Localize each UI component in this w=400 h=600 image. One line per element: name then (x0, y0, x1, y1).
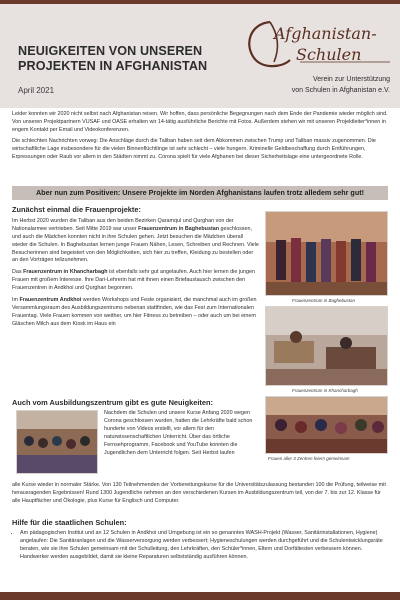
women-paragraph-3: Im Frauenzentrum Andkhoi werden Workshops und Feste organisiert, die manchmal auch im großen Versammlungsraum des Ausbildungszentrums nebenan stattfinden, wie das Fest zum Internationalen Frauentag. Viele Frauen kommen von weither, um hier Fitness zu betreiben – oder auch um bei einem Gläschen Milch aus dem Kiosk im Haus ein (12, 297, 257, 327)
training-class-photo-image (17, 411, 98, 474)
caption-baghebustan: Frauenzentrum in Baghebustan (292, 298, 356, 303)
title-line-1: NEUIGKEITEN VON UNSEREN (18, 44, 203, 58)
title-line-2: PROJEKTEN IN AFGHANISTAN (18, 59, 208, 73)
women-section (12, 206, 260, 333)
highlight-banner: Aber nun zum Positiven: Unsere Projekte im Norden Afghanistans laufen trotz alledem sehr gut! (12, 186, 388, 200)
issue-date: April 2021 (18, 86, 55, 95)
group-photo-image (266, 212, 388, 296)
intro-paragraph-2: Die schlechten Nachrichten vorweg: Die Anschläge durch die Taliban haben seit dem Abkommen zwischen Trump und Taliban massiv zugenommen. Die wirtschaftliche Lage insbesondere für die vielen Binnenflüchtlinge ist sehr schlecht – viele hungern. Kriminelle Geldbeschaffung durch Entführungen, Erpressungen oder Raub vor allem in den Städten nimmt zu. Corona spielt für viele Afghanen bei dieser Sicherheitslage eine untergeordnete Rolle. (12, 137, 376, 160)
logo-text-line-2: Schulen (296, 45, 362, 64)
logo (240, 14, 395, 74)
schools-bullet-1: • Am pädagogischen Institut und an 12 Schulen in Andkhoi und Umgebung ist ein so genanntes WASH-Projekt (Wasser, Sanitärinstallationen, Hygiene) angelaufen: Die Sanitäranlagen und die Wasserversorgung werden verbessert; Hygieneschulungen werden durchgeführt und die Schulentwicklungsräte beraten, wie sie ihre Schulen gemeinsam mit der Schulleitung, den Lehrkräften, den Schüler*innen, Eltern und Dorfältesten verbessern können. Handwerker werden ausgebildet, damit sie kleine Reparaturen selbstständig ausführen können. (20, 530, 388, 562)
logo-swirl-icon (240, 14, 395, 74)
header (0, 4, 400, 108)
celebration-photo-image (266, 397, 388, 454)
org-line-1: Verein zur Unterstützung (312, 76, 390, 83)
photo-baghebustan (265, 211, 388, 296)
page-title (18, 44, 238, 74)
classroom-photo-image (266, 307, 388, 386)
photo-training (16, 410, 98, 474)
bottom-accent-bar (0, 592, 400, 600)
caption-khancharbagh: Frauenzentrum in Khancharbagh (292, 388, 358, 393)
organization-name (240, 74, 390, 96)
women-paragraph-1: Im Herbst 2020 wurden die Taliban aus den beiden Bezirken Qaramqul und Qurghan von der Nationalarmee vertrieben. Seit Mitte 2019 war unser Frauenzentrum in Baghebustan geschlossen, und auch die Mädchen konnten nicht in ihre Schulen gehen. Jetzt besuchen die Mädchen überall wieder die Schulen. In Baghebustan lernen junge Frauen Nähen, Lesen, Schreiben und Rechnen. Viele Besucherinnen sind begeistert von den Möglichkeiten, sich hier zu treffen, Kleidung zu bestellen oder an den Vorträgen teilzunehmen. (12, 217, 259, 264)
intro-paragraph-1: Leider konnten wir 2020 nicht selbst nach Afghanistan reisen. Wir hoffen, dass persönliche Begegnungen nach dem Ende der Pandemie wieder möglich sind. Von unseren Projektpartnern VUSAF und OASE erhalten wir 14-tätig ausführliche Berichte mit Fotos. Außerdem stehen wir mit unseren Projektleiter*innen in engem Kontakt per Email und Videokonferenzen. (12, 111, 388, 133)
schools-list (12, 530, 388, 562)
training-paragraph-full: alle Kurse wieder in normaler Stärke. Von 130 Teilnehmenden der Vorbereitungskurse für die Universitätszulassung bestanden 100 die Prüfung, teilweise mit herausragenden Ergebnissen! Rund 1300 Jugendliche nehmen an den verschiedenen Kursen im Ausbildungszentrum teil, von der 7. bis zur 12. Klasse für alle Hauptfächer und Ökologie, plus Kurse für Englisch und Computer. (12, 482, 386, 504)
org-line-2: von Schulen in Afghanistan e.V. (291, 87, 390, 94)
training-paragraph-side: Nachdem die Schulen und unsere Kurse Anfang 2020 wegen Corona geschlossen wurden, hatten die Lehrkräfte bald schon hunderte von Videos erstellt, vor allem für den naturwissenschaftlichen Unterricht. Über das örtliche Fernsehprogramm, Facebook und YouTube konnten die Jugendlichen dem Unterricht folgen. Seit Herbst laufen (104, 410, 253, 456)
schools-heading: Hilfe für die staatlichen Schulen: (12, 518, 127, 527)
photo-celebration (265, 396, 388, 454)
caption-celebration: Frauen aller 3 Zentren feiern gemeinsam (268, 456, 350, 461)
training-heading: Auch vom Ausbildungszentrum gibt es gute Neuigkeiten: (12, 398, 213, 407)
women-paragraph-2: Das Frauenzentrum in Khancharbagh ist ebenfalls sehr gut angelaufen. Auch hier lernen die jungen Frauen mit großem Interesse. Ihre Dari-Lehrerin hat mit ihnen einen Briefaustausch zwischen den Frauenzentren in Andkhoi und Qurghan begonnen. (12, 269, 256, 292)
photo-khancharbagh (265, 306, 388, 386)
logo-text-line-1: Afghanistan- (274, 24, 377, 43)
intro-section (12, 111, 388, 164)
women-heading: Zunächst einmal die Frauenprojekte: (12, 205, 141, 214)
